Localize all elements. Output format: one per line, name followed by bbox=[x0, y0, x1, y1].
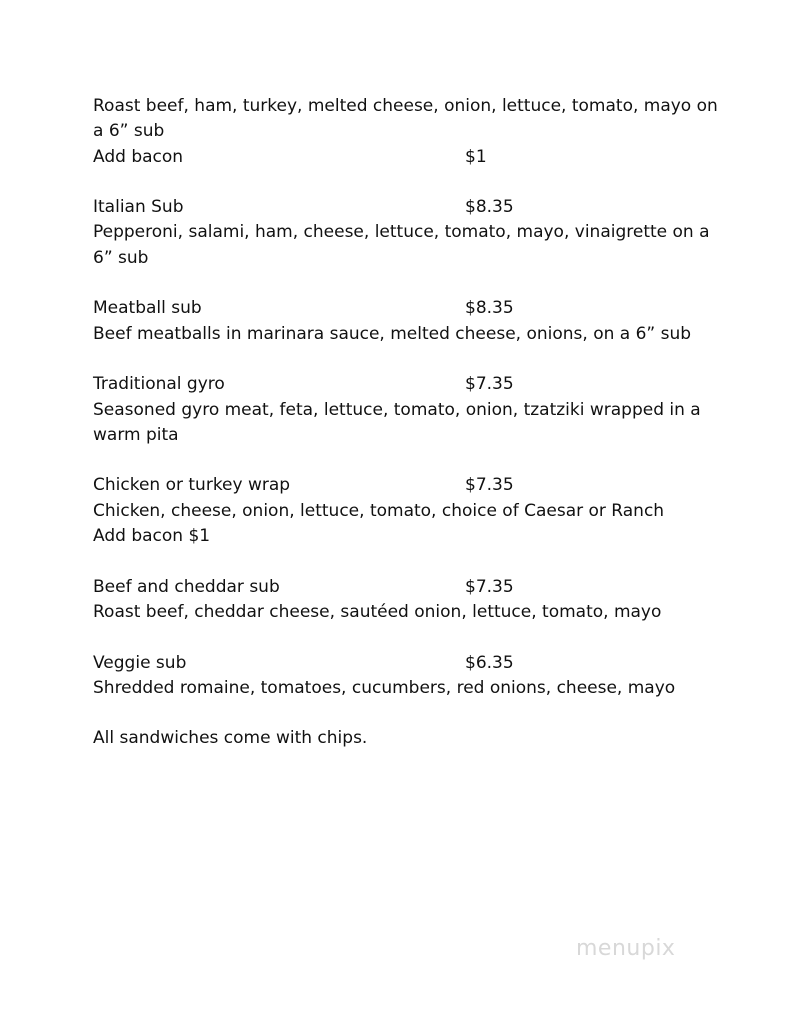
menu-item-description: Chicken, cheese, onion, lettuce, tomato, choice of Caesar or Ranch bbox=[93, 500, 665, 521]
menu-item-header bbox=[93, 372, 733, 397]
spacer bbox=[93, 549, 733, 574]
menu-item-description: Shredded romaine, tomatoes, cucumbers, red onions, cheese, mayo bbox=[93, 677, 676, 698]
intro-addon-label: Add bacon bbox=[93, 146, 184, 167]
spacer bbox=[93, 701, 733, 726]
spacer bbox=[93, 347, 733, 372]
menu-item-price: $8.35 bbox=[465, 298, 514, 319]
menu-item-note: Add bacon $1 bbox=[93, 526, 211, 547]
menu-page bbox=[93, 94, 733, 752]
menu-item-veggie-sub bbox=[93, 651, 733, 702]
menu-item-price: $7.35 bbox=[465, 475, 514, 496]
intro-addon-price: $1 bbox=[465, 146, 487, 167]
menu-item-header bbox=[93, 296, 733, 321]
menu-item-traditional-gyro bbox=[93, 372, 733, 448]
menu-item-beef-and-cheddar-sub bbox=[93, 575, 733, 626]
menu-item-header bbox=[93, 473, 733, 498]
menu-item-header bbox=[93, 651, 733, 676]
menu-item-description: Seasoned gyro meat, feta, lettuce, tomato, onion, tzatziki wrapped in a warm pita bbox=[93, 399, 701, 445]
menu-item-price: $8.35 bbox=[465, 197, 514, 218]
menu-item-price: $7.35 bbox=[465, 374, 514, 395]
spacer bbox=[93, 625, 733, 650]
menu-item-name: Veggie sub bbox=[93, 652, 187, 673]
menu-item-header bbox=[93, 195, 733, 220]
menu-item-price: $7.35 bbox=[465, 576, 514, 597]
intro-description: Roast beef, ham, turkey, melted cheese, onion, lettuce, tomato, mayo on a 6” sub bbox=[93, 96, 718, 142]
intro-addon-row bbox=[93, 145, 733, 170]
menu-item-chicken-or-turkey-wrap bbox=[93, 473, 733, 549]
menupix-watermark: menupix bbox=[576, 936, 676, 961]
menu-item-price: $6.35 bbox=[465, 652, 514, 673]
menu-item-italian-sub bbox=[93, 195, 733, 271]
menu-item-name: Meatball sub bbox=[93, 298, 202, 319]
menu-item-name: Italian Sub bbox=[93, 197, 184, 218]
footer-note: All sandwiches come with chips. bbox=[93, 728, 368, 749]
menu-item-meatball-sub bbox=[93, 296, 733, 347]
menu-item-description: Pepperoni, salami, ham, cheese, lettuce, tomato, mayo, vinaigrette on a 6” sub bbox=[93, 222, 710, 268]
spacer bbox=[93, 170, 733, 195]
menu-item-description: Roast beef, cheddar cheese, sautéed onion, lettuce, tomato, mayo bbox=[93, 601, 662, 622]
menu-item-description: Beef meatballs in marinara sauce, melted cheese, onions, on a 6” sub bbox=[93, 323, 692, 344]
menu-item-header bbox=[93, 575, 733, 600]
menu-item-name: Chicken or turkey wrap bbox=[93, 475, 291, 496]
spacer bbox=[93, 271, 733, 296]
menu-item-name: Beef and cheddar sub bbox=[93, 576, 280, 597]
spacer bbox=[93, 448, 733, 473]
menu-item-name: Traditional gyro bbox=[93, 374, 225, 395]
